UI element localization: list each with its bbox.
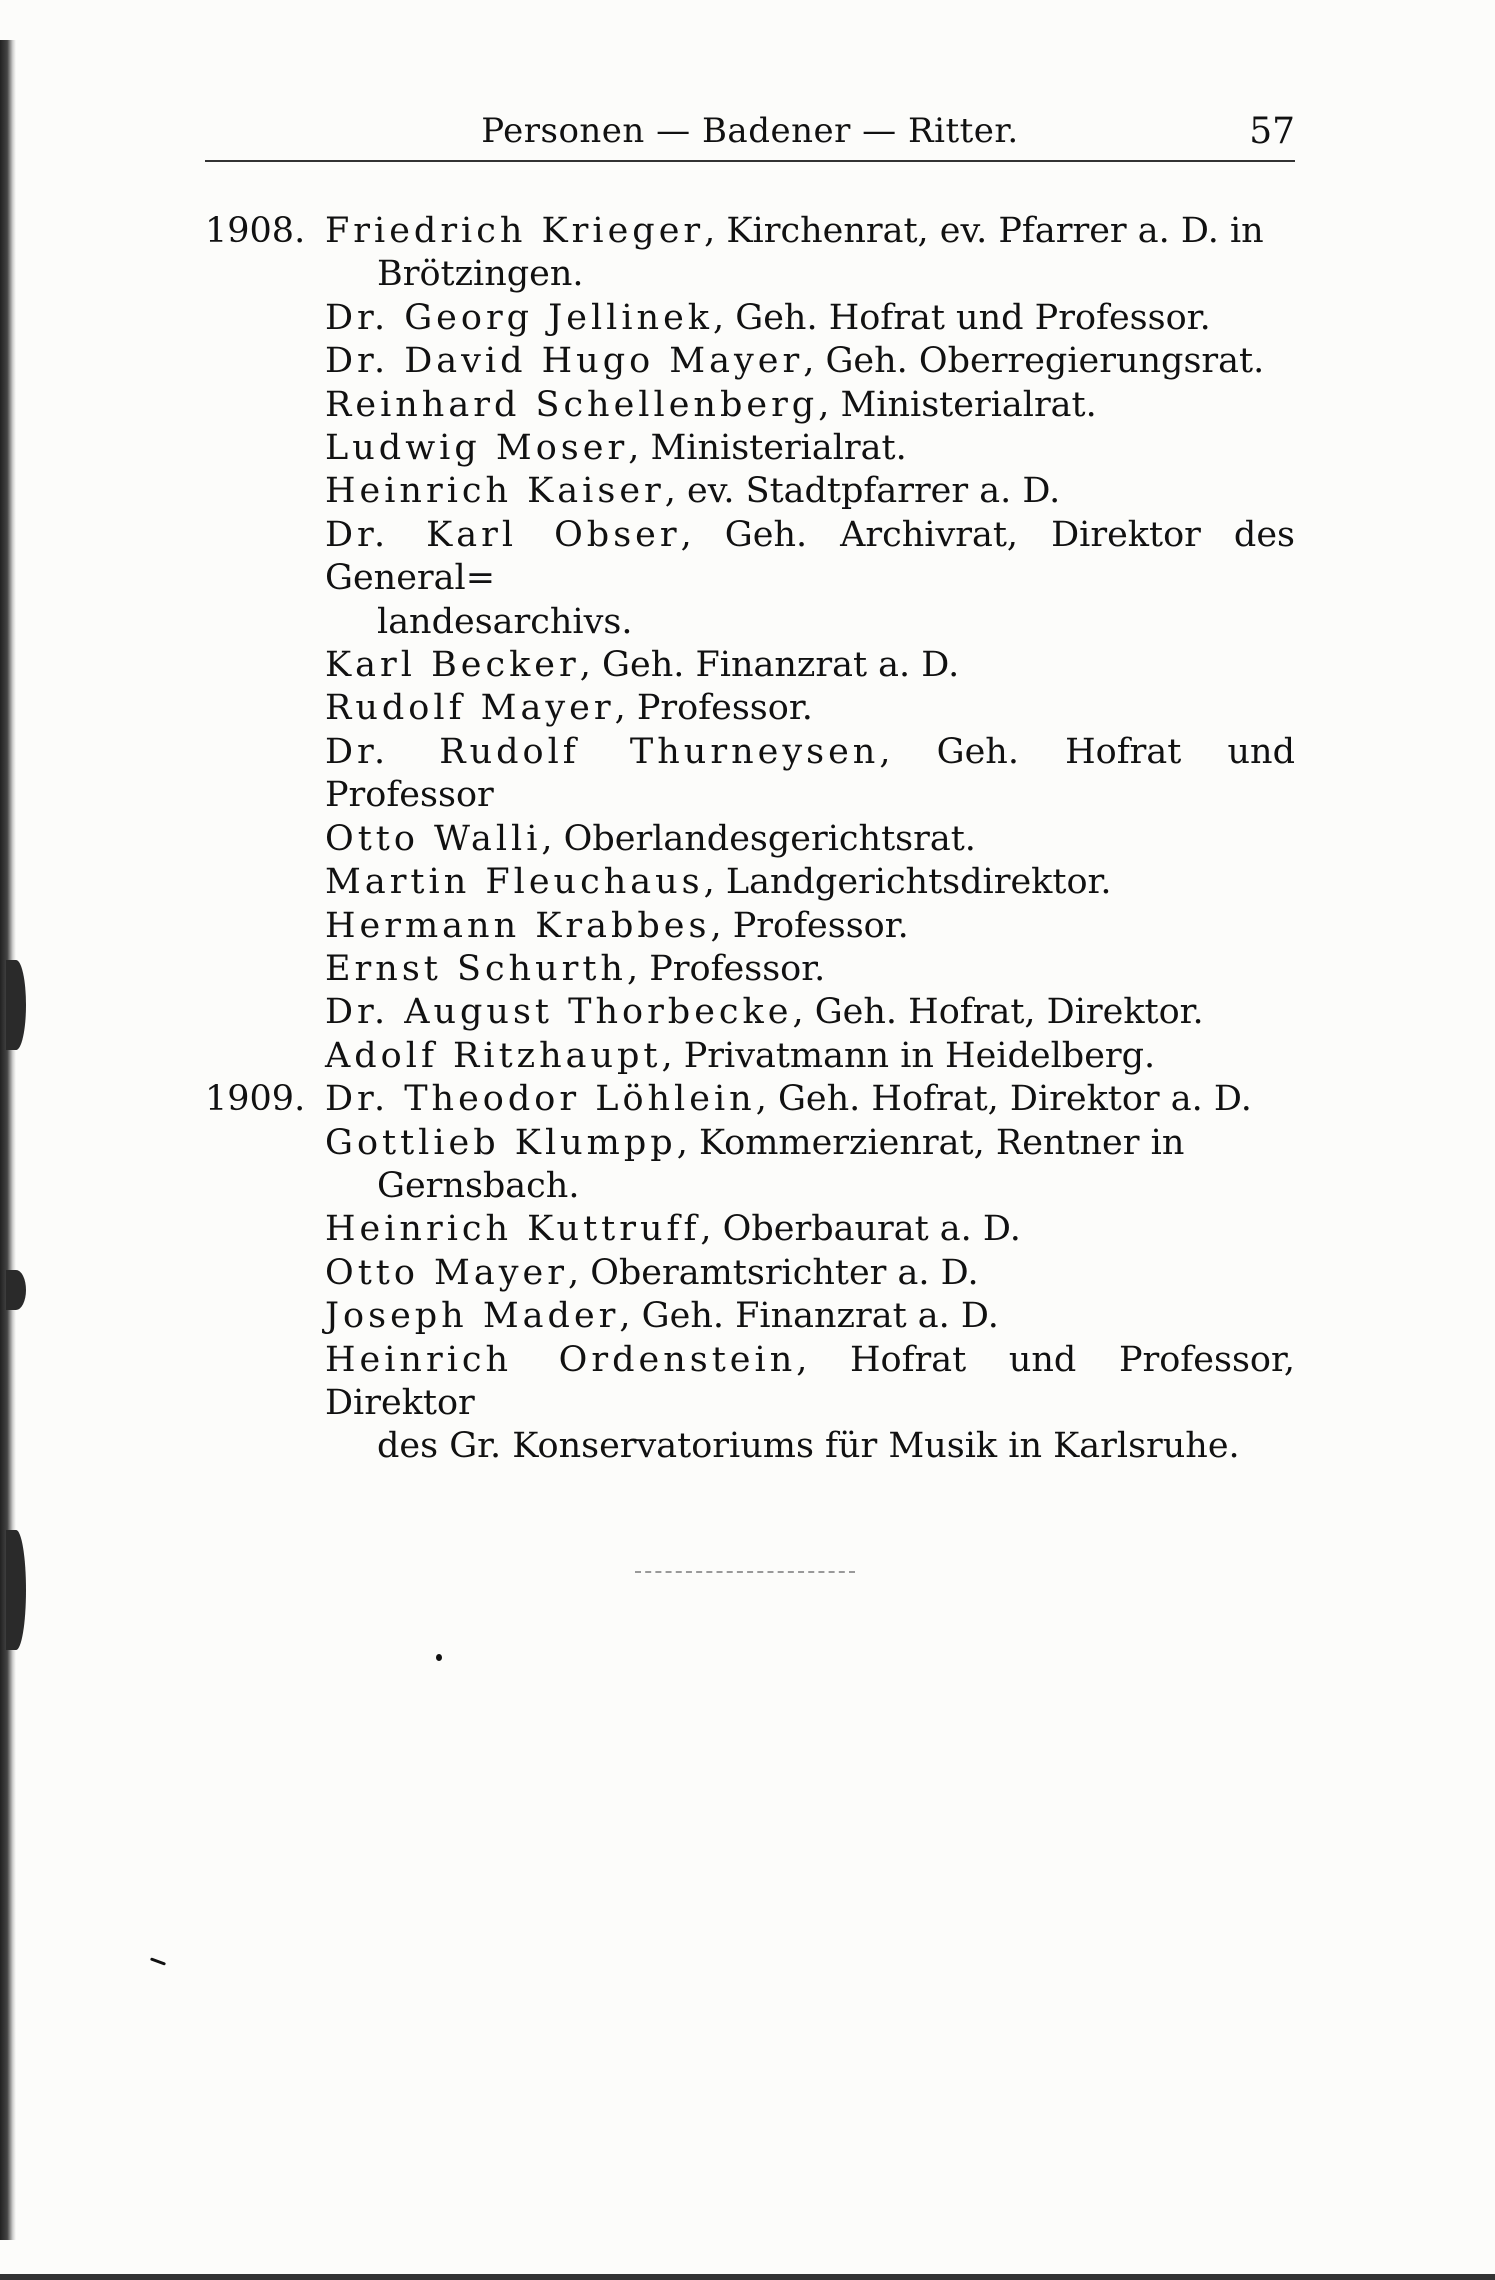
entry-name: Karl Becker <box>325 645 580 686</box>
page-header <box>205 103 1295 153</box>
entry-name: Dr. Theodor Löhlein <box>325 1079 756 1120</box>
page-number: 57 <box>1249 111 1295 152</box>
entry-details: , Geh. Finanzrat a. D. <box>579 645 960 686</box>
entry-name: Friedrich Krieger <box>325 211 705 251</box>
list-item <box>205 905 1295 948</box>
entry-details: , Privatmann in Heidelberg. <box>661 1035 1156 1076</box>
list-item <box>205 687 1295 730</box>
list-item <box>205 1208 1295 1251</box>
list-item <box>205 1295 1295 1338</box>
entry-year: 1908. <box>205 211 306 251</box>
list-item <box>205 991 1295 1034</box>
entry-details: , Professor. <box>614 688 813 729</box>
list-item <box>205 1252 1295 1295</box>
entry-continuation: des Gr. Konservatoriums für Musik in Karlsruhe. <box>377 1426 1240 1467</box>
entry-details: , Oberamtsrichter a. D. <box>567 1252 979 1293</box>
entry-details: , Geh. Hofrat, Direktor a. D. <box>755 1079 1252 1120</box>
binding-edge <box>0 40 16 2240</box>
entry-continuation: Gernsbach. <box>377 1165 580 1206</box>
entry-details: , Ministerialrat. <box>818 384 1097 425</box>
entry-name: Dr. Rudolf Thurneysen <box>325 731 880 772</box>
entry-name: Reinhard Schellenberg <box>325 384 819 425</box>
dashed-separator <box>635 1571 855 1573</box>
entry-details: , Geh. Hofrat und Professor. <box>713 297 1211 338</box>
bottom-edge <box>0 2274 1495 2280</box>
ink-speck <box>436 1654 442 1661</box>
entry-name: Heinrich Kuttruff <box>325 1209 701 1250</box>
running-title: Personen — Badener — Ritter. <box>481 111 1019 151</box>
entry-name: Martin Fleuchaus <box>325 862 704 903</box>
entry-details: , Hofrat und Professor, Direktor <box>325 1339 1295 1423</box>
entry-details: , Landgerichtsdirektor. <box>703 862 1112 903</box>
entry-year: 1909. <box>205 1079 306 1120</box>
entry-name: Heinrich Kaiser <box>325 471 665 512</box>
entry-continuation: landesarchivs. <box>377 601 633 642</box>
ink-speck <box>150 1957 166 1965</box>
list-item <box>205 948 1295 991</box>
entry-details: , Professor. <box>626 948 826 989</box>
entry-name: Ludwig Moser <box>325 428 629 469</box>
list-item <box>205 818 1295 861</box>
entry-list <box>205 210 1295 1469</box>
list-item <box>205 470 1295 513</box>
entry-name: Dr. Georg Jellinek <box>325 297 713 338</box>
list-item <box>205 644 1295 687</box>
list-item <box>205 340 1295 383</box>
entry-name: Joseph Mader <box>325 1296 620 1337</box>
list-item <box>205 384 1295 427</box>
entry-name: Rudolf Mayer <box>325 688 615 729</box>
list-item <box>205 210 1295 297</box>
entry-continuation: Brötzingen. <box>377 254 584 295</box>
entry-name: Gottlieb Klumpp <box>325 1122 677 1163</box>
entry-name: Dr. David Hugo Mayer <box>325 341 804 382</box>
scan-artifact <box>6 960 26 1050</box>
list-item <box>205 1122 1295 1209</box>
entry-name: Hermann Krabbes <box>325 905 711 946</box>
list-item <box>205 1035 1295 1078</box>
entry-details: , Geh. Oberregierungsrat. <box>803 341 1265 382</box>
entry-name: Adolf Ritzhaupt <box>325 1035 662 1076</box>
entry-details: , Geh. Finanzrat a. D. <box>619 1296 999 1337</box>
entry-details: , ev. Stadtpfarrer a. D. <box>664 471 1061 512</box>
entry-name: Heinrich Ordenstein <box>325 1339 797 1380</box>
list-item <box>205 514 1295 644</box>
list-item <box>205 297 1295 340</box>
entry-details: , Geh. Hofrat, Direktor. <box>792 992 1204 1033</box>
entry-name: Otto Walli <box>325 818 542 859</box>
scan-artifact <box>6 1270 26 1310</box>
entry-details: , Kirchenrat, ev. Pfarrer a. D. in <box>704 211 1264 251</box>
entry-name: Dr. Karl Obser <box>325 514 681 555</box>
entry-details: , Oberbaurat a. D. <box>700 1209 1021 1250</box>
entry-details: , Professor. <box>710 905 909 946</box>
list-item <box>205 731 1295 818</box>
entry-name: Otto Mayer <box>325 1252 568 1293</box>
list-item <box>205 1339 1295 1469</box>
entry-details: , Geh. Hofrat und Professor <box>325 731 1295 816</box>
header-rule <box>205 160 1295 162</box>
entry-details: , Geh. Archivrat, Direktor des General= <box>325 514 1295 599</box>
entry-details: , Kommerzienrat, Rentner in <box>676 1122 1185 1163</box>
entry-name: Dr. August Thorbecke <box>325 992 793 1033</box>
list-item <box>205 861 1295 904</box>
entry-details: , Oberlandesgerichtsrat. <box>541 818 976 859</box>
entry-details: , Ministerialrat. <box>628 428 907 469</box>
entry-name: Ernst Schurth <box>325 948 627 989</box>
scan-artifact <box>6 1530 26 1650</box>
list-item <box>205 1078 1295 1121</box>
list-item <box>205 427 1295 470</box>
